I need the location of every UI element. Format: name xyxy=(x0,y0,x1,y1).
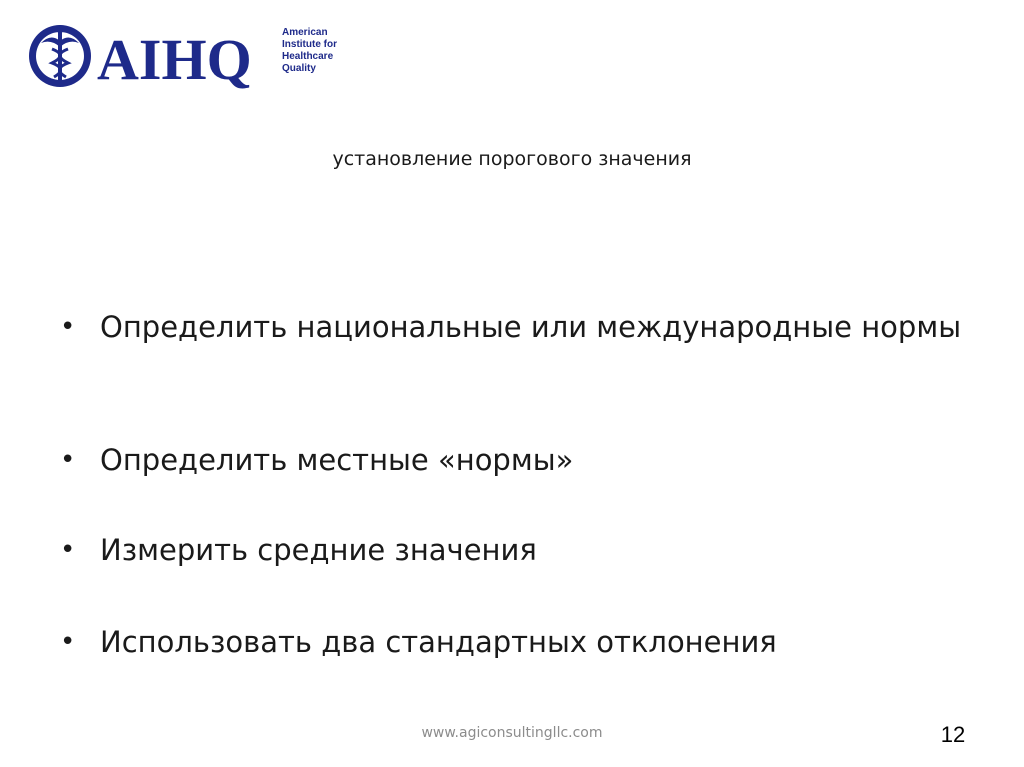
footer-url: www.agiconsultingllc.com xyxy=(421,725,603,741)
logo-wordmark: AIHQ xyxy=(97,27,252,92)
bullet-item xyxy=(60,531,537,569)
bullet-text: Использовать два стандартных отклонения xyxy=(100,625,777,659)
caduceus-icon xyxy=(29,25,91,87)
page-number: 12 xyxy=(940,722,966,747)
slide-subtitle: установление порогового значения xyxy=(332,148,692,170)
bullet-item xyxy=(60,623,777,661)
bullet-item xyxy=(60,441,573,479)
bullet-text: Определить национальные или международные нормы xyxy=(100,310,962,344)
bullet-icon: • xyxy=(60,445,76,475)
logo-tagline-line-1: American xyxy=(282,27,328,38)
bullet-item xyxy=(60,308,961,346)
logo-tagline-line-3: Healthcare xyxy=(282,51,334,62)
bullet-icon: • xyxy=(60,627,76,657)
logo-tagline-line-2: Institute for xyxy=(282,39,337,50)
bullet-icon: • xyxy=(60,535,76,565)
bullet-text: Определить местные «нормы» xyxy=(100,443,574,477)
bullet-text: Измерить средние значения xyxy=(100,533,537,567)
bullet-icon: • xyxy=(60,312,76,342)
logo-tagline-line-4: Quality xyxy=(282,63,316,74)
aihq-logo xyxy=(27,17,377,95)
